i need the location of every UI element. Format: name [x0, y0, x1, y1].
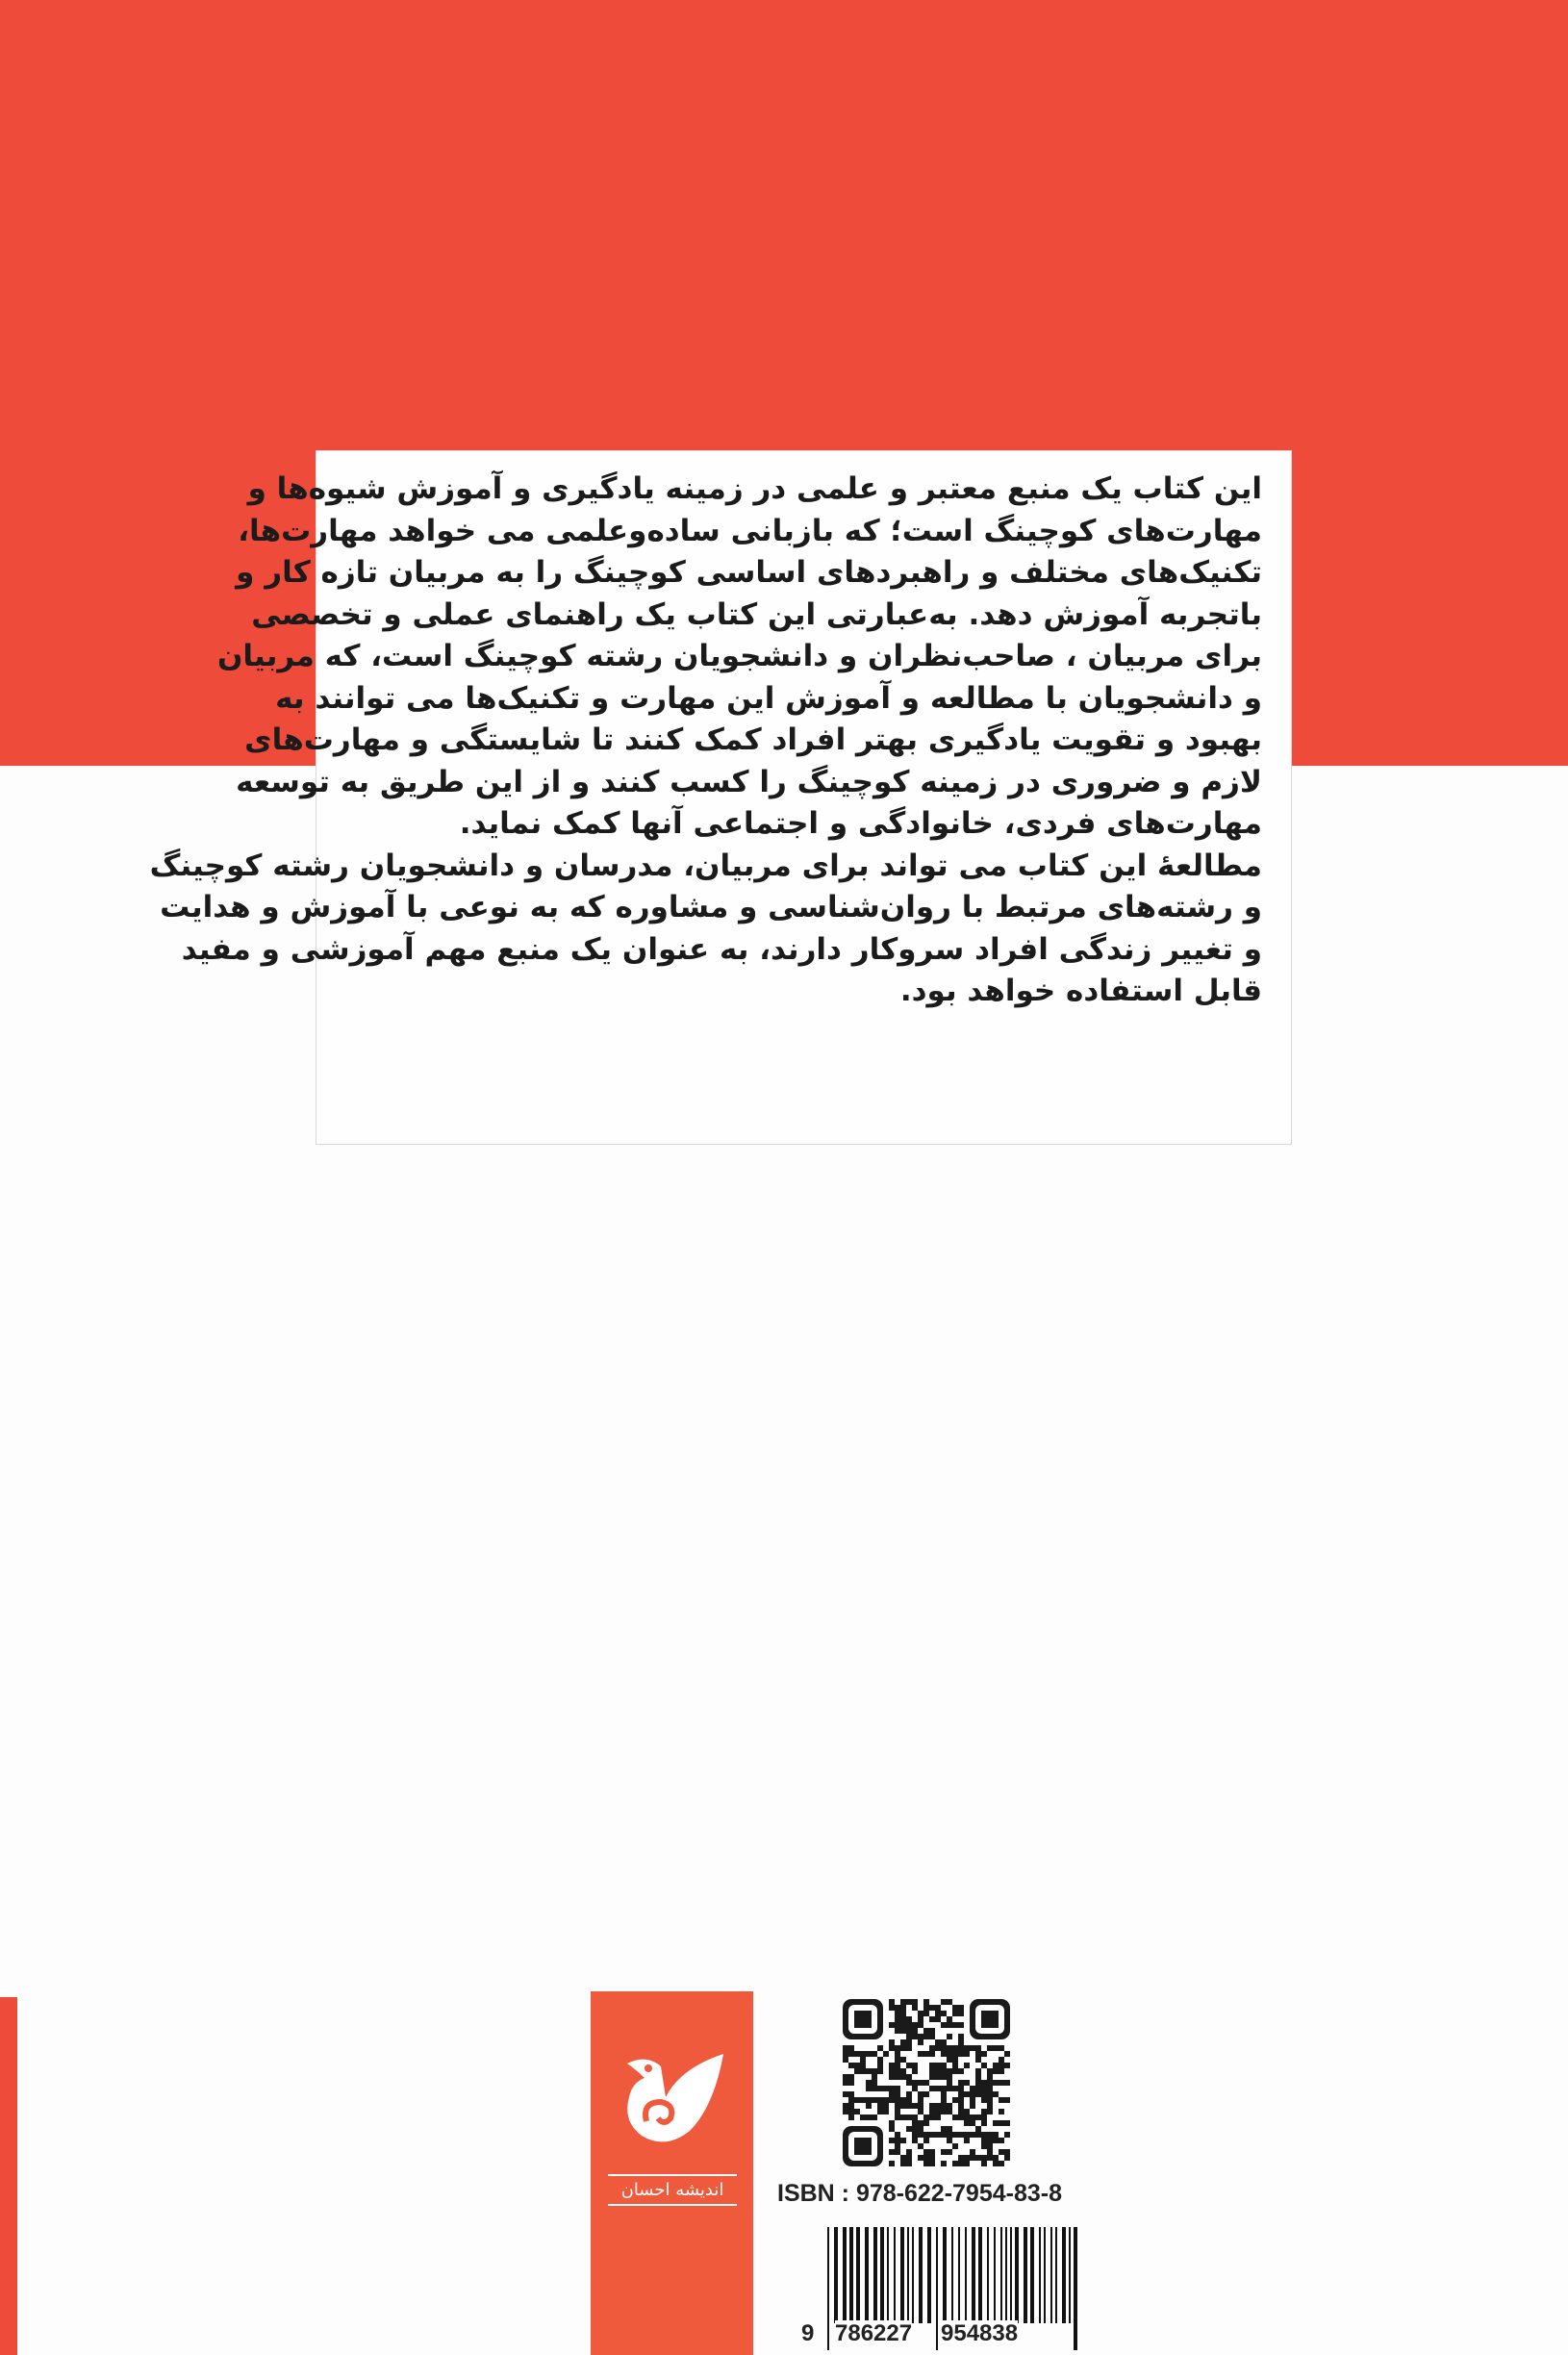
qr-code [843, 1999, 1010, 2166]
isbn-label: ISBN : 978-622-7954-83-8 [777, 2180, 1062, 2207]
blurb-line: مهارت‌های کوچینگ است؛ که بازبانی ساده‌وعلمی می خواهد مهارت‌ها، [238, 513, 1262, 548]
blurb-box [149, 450, 1292, 1145]
blurb-line: و تغییر زندگی افراد سروکار دارند، به عنوان یک منبع مهم آموزشی و مفید [181, 931, 1262, 967]
barcode-digits-left: 786227 [835, 2320, 913, 2346]
barcode-digits-right: 954838 [941, 2320, 1019, 2346]
barcode-digit-prefix: 9 [801, 2320, 815, 2346]
publisher-logo [591, 1991, 753, 2355]
blurb-line: برای مربیان ، صاحب‌نظران و دانشجویان رشته کوچینگ است، که مربیان [216, 639, 1262, 673]
blurb-line: بهبود و تقویت یادگیری بهتر افراد کمک کنند تا شایستگی و مهارت‌های [244, 722, 1262, 757]
spine-edge-strip [0, 1997, 17, 2355]
blurb-line: مهارت‌های فردی، خانوادگی و اجتماعی آنها کمک نماید. [459, 806, 1262, 841]
blurb-line: لازم و ضروری در زمینه کوچینگ را کسب کنند و از این طریق به توسعه [236, 764, 1262, 799]
blurb-line: قابل استفاده خواهد بود. [899, 974, 1262, 1008]
blurb-line: این کتاب یک منبع معتبر و علمی در زمینه یادگیری و آموزش شیوه‌ها و [247, 471, 1262, 506]
blurb-line: و رشته‌های مرتبط با روان‌شناسی و مشاوره که به نوعی با آموزش و هدایت [160, 890, 1262, 924]
blurb-line: مطالعهٔ این کتاب می تواند برای مربیان، مدرسان و دانشجویان رشته کوچینگ [149, 848, 1262, 883]
bird-logo-icon [608, 2030, 737, 2165]
publisher-name: اندیشه احسان [608, 2174, 737, 2206]
blurb-line: تکنیک‌های مختلف و راهبردهای اساسی کوچینگ را به مربیان تازه کار و [236, 555, 1262, 590]
blurb-line: باتجربه آموزش دهد. به‌عبارتی این کتاب یک راهنمای عملی و تخصصی [251, 596, 1262, 632]
blurb-line: و دانشجویان با مطالعه و آموزش این مهارت و تکنیک‌ها می توانند به [275, 680, 1262, 716]
